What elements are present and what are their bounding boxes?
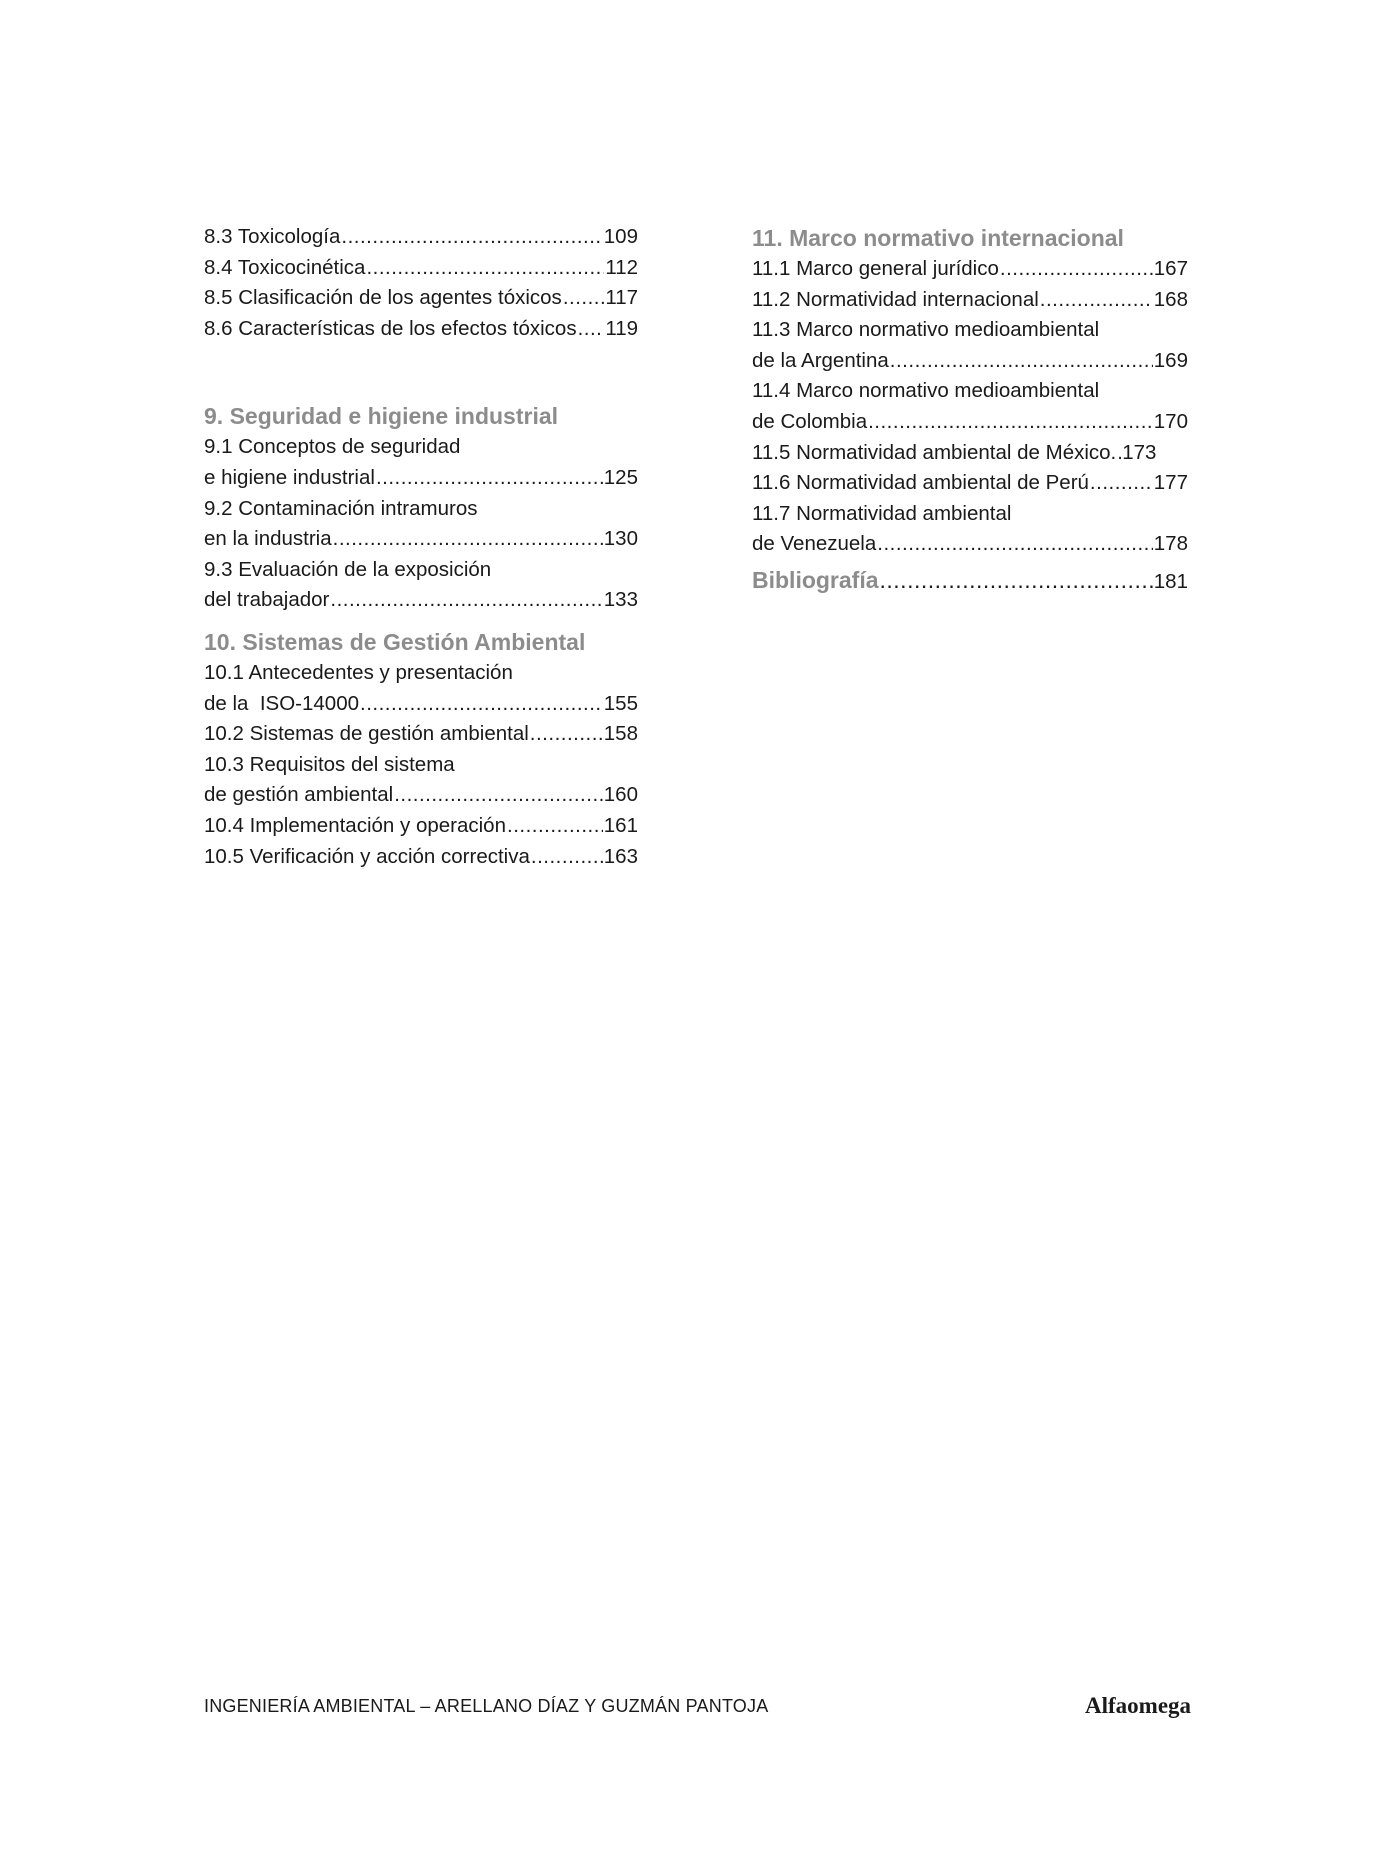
toc-page-number: 119 (605, 316, 638, 340)
toc-entry-11-3[interactable] (752, 315, 1188, 376)
toc-entry-label: 9.2 Contaminación intramuros (204, 496, 478, 520)
toc-entry-11-7[interactable] (752, 499, 1188, 560)
toc-entry-label-cont: e higiene industrial (204, 465, 375, 489)
toc-page-number: 117 (605, 286, 638, 310)
dot-leader (507, 811, 603, 842)
footer-publisher: Alfaomega (1085, 1693, 1192, 1718)
toc-entry-10-2[interactable] (204, 719, 638, 750)
toc-entry-9-3[interactable] (204, 555, 638, 616)
toc-entry-11-6[interactable] (752, 468, 1188, 499)
dot-leader (530, 719, 603, 750)
toc-page-number: 130 (603, 527, 638, 551)
toc-entry-bibliography[interactable] (752, 564, 1188, 598)
toc-entry-9-1[interactable] (204, 432, 638, 493)
dot-leader (1090, 468, 1153, 499)
footer-book-title: INGENIERÍA AMBIENTAL – ARELLANO DÍAZ Y GUZMÁN PANTOJA (204, 1696, 769, 1716)
toc-entry-10-4[interactable] (204, 811, 638, 842)
toc-entry-label-cont: de Colombia (752, 409, 868, 433)
chapter-9-title[interactable]: 9. Seguridad e higiene industrial (204, 403, 559, 430)
toc-entry-label-cont: de la Argentina (752, 348, 889, 372)
toc-entry-label: 10.2 Sistemas de gestión ambiental (204, 722, 529, 746)
toc-page-number: 170 (1153, 409, 1188, 433)
toc-entry-label: 10.5 Verificación y acción correctiva (204, 844, 530, 868)
toc-page-number: 112 (605, 255, 638, 279)
toc-entry-8-5[interactable] (204, 283, 638, 314)
chapter-11-title[interactable]: 11. Marco normativo internacional (752, 225, 1124, 251)
toc-entry-label-cont: en la industria (204, 527, 332, 551)
toc-entry-label: 10.4 Implementación y operación (204, 813, 506, 837)
toc-entry-label-cont: de gestión ambiental (204, 783, 394, 807)
toc-entry-11-5[interactable] (752, 438, 1188, 469)
toc-entry-label: 11.7 Normatividad ambiental (752, 501, 1012, 525)
toc-entry-label: 9.1 Conceptos de seguridad (204, 435, 461, 459)
toc-entry-11-2[interactable] (752, 285, 1188, 316)
toc-entry-label: 8.4 Toxicocinética (204, 255, 366, 279)
toc-page-number: 133 (603, 588, 638, 612)
dot-leader (330, 585, 602, 616)
toc-page-number: 178 (1153, 532, 1188, 556)
toc-page-number: 168 (1153, 287, 1188, 311)
toc-left-column (204, 222, 638, 872)
toc-entry-label-cont: del trabajador (204, 588, 330, 612)
toc-page-number: 177 (1153, 471, 1188, 495)
toc-entry-8-3[interactable] (204, 222, 638, 253)
toc-page-number: 155 (603, 691, 638, 715)
dot-leader (341, 222, 602, 253)
toc-entry-label: 11.6 Normatividad ambiental de Perú (752, 471, 1089, 495)
toc-entry-label-cont: de Venezuela (752, 532, 877, 556)
toc-right-column (752, 222, 1188, 598)
dot-leader (890, 346, 1153, 377)
toc-entry-label: 11.2 Normatividad internacional (752, 287, 1039, 311)
toc-page-number: 169 (1153, 348, 1188, 372)
toc-entry-label-cont: de la ISO-14000 (204, 691, 359, 715)
dot-leader (333, 524, 603, 555)
toc-entry-11-4[interactable] (752, 376, 1188, 437)
dot-leader (376, 463, 603, 494)
toc-entry-10-3[interactable] (204, 750, 638, 811)
dot-leader (880, 564, 1153, 596)
toc-entry-label: 11.1 Marco general jurídico (752, 257, 999, 280)
toc-entry-label: 10.3 Requisitos del sistema (204, 752, 455, 776)
toc-page-number: 125 (603, 465, 638, 489)
toc-page-number: 181 (1153, 569, 1188, 593)
toc-entry-9-2[interactable] (204, 494, 638, 555)
toc-entry-10-5[interactable] (204, 842, 638, 873)
toc-entry-11-1[interactable] (752, 254, 1188, 285)
toc-page-number: 167 (1153, 257, 1188, 280)
toc-page-number: 158 (603, 722, 638, 746)
dot-leader (366, 253, 604, 284)
dot-leader (1040, 285, 1153, 316)
dot-leader (868, 407, 1153, 438)
toc-entry-label: 9.3 Evaluación de la exposición (204, 557, 492, 581)
dot-leader (531, 842, 603, 873)
toc-entry-label: 10.1 Antecedentes y presentación (204, 660, 513, 684)
dot-leader (563, 283, 605, 314)
toc-page-number: 160 (603, 783, 638, 807)
toc-entry-label: 11.4 Marco normativo medioambiental (752, 379, 1100, 403)
toc-entry-10-1[interactable] (204, 658, 638, 719)
chapter-10-title[interactable]: 10. Sistemas de Gestión Ambiental (204, 628, 586, 655)
toc-entry-label: 8.5 Clasificación de los agentes tóxicos (204, 286, 562, 310)
bibliography-title: Bibliografía (752, 566, 879, 593)
dot-leader (1000, 254, 1153, 285)
toc-entry-8-4[interactable] (204, 253, 638, 284)
toc-page-number: 173 (1122, 440, 1157, 464)
dot-leader (394, 780, 603, 811)
toc-page-number: 109 (603, 225, 638, 248)
toc-page-number: 161 (603, 813, 638, 837)
toc-entry-label: 8.6 Características de los efectos tóxicos (204, 316, 577, 340)
toc-entry-label: 8.3 Toxicología (204, 225, 341, 248)
dot-leader (360, 689, 603, 720)
toc-entry-label: 11.3 Marco normativo medioambiental (752, 318, 1100, 342)
toc-page-number: 163 (603, 844, 638, 868)
toc-entry-8-6[interactable] (204, 314, 638, 345)
toc-entry-label: 11.5 Normatividad ambiental de México. (752, 440, 1117, 464)
dot-leader (877, 529, 1153, 560)
dot-leader (578, 314, 605, 345)
dot-leader (1117, 438, 1121, 469)
